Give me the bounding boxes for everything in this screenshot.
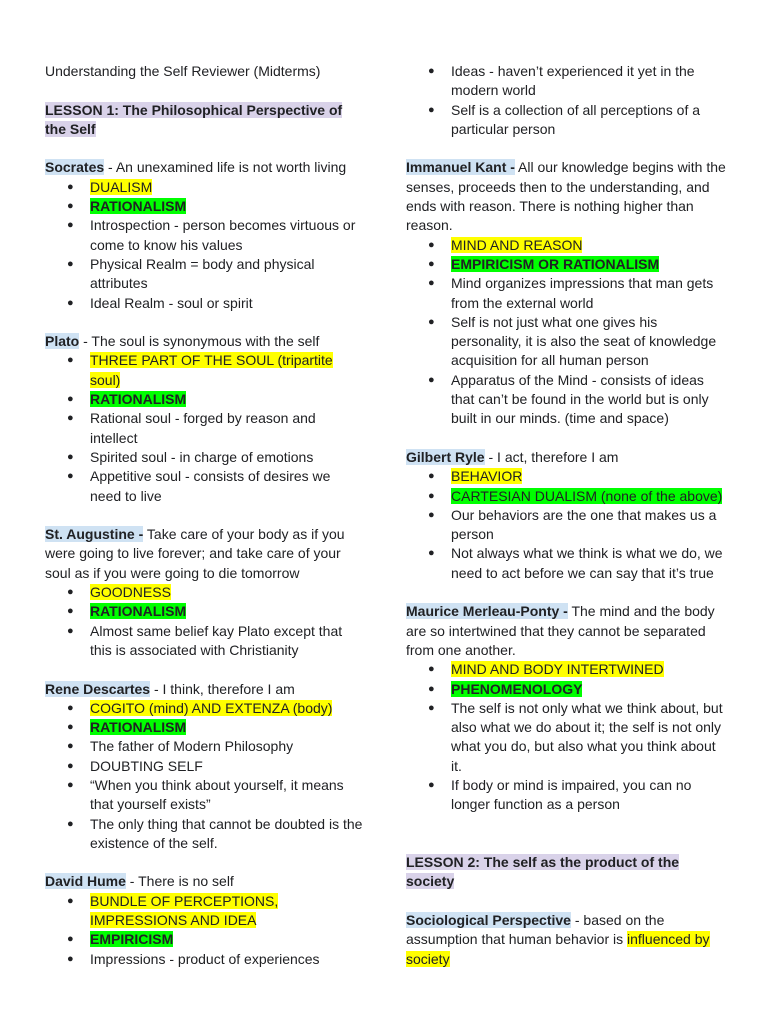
list-item: ● Ideas - haven’t experienced it yet in the modern world <box>451 62 728 101</box>
sociological-perspective: Sociological Perspective - based on the assumption that human behavior is influenced by society <box>406 912 710 967</box>
list-item: ● THREE PART OF THE SOUL (tripartite soul) <box>90 351 363 390</box>
document-title: Understanding the Self Reviewer (Midterms) <box>45 63 321 79</box>
list-item: ● CARTESIAN DUALISM (none of the above) <box>451 487 728 506</box>
hume-list-continued <box>406 62 728 139</box>
merleau-ponty-name: Maurice Merleau-Ponty - <box>406 603 568 620</box>
kant-intro: Immanuel Kant - All our knowledge begins with the senses, proceeds then to the understanding, and ends with reason. There is nothing higher than reason. <box>406 159 726 234</box>
list-item: ● Rational soul - forged by reason and intellect <box>90 409 363 448</box>
list-item: ● PHENOMENOLOGY <box>451 680 728 699</box>
hume-name: David Hume <box>45 873 126 890</box>
plato-list <box>45 351 363 505</box>
list-item: ● COGITO (mind) AND EXTENZA (body) <box>90 699 363 718</box>
list-item: ● Apparatus of the Mind - consists of ideas that can’t be found in the world but is only built in our minds. (time and space) <box>451 371 728 429</box>
list-item: ● Physical Realm = body and physical attributes <box>90 255 363 294</box>
merleau-ponty-list <box>406 660 728 814</box>
list-item: ● The father of Modern Philosophy <box>90 737 363 756</box>
hume-intro: David Hume - There is no self <box>45 873 234 890</box>
lesson-2-heading: LESSON 2: The self as the product of the society <box>406 854 680 890</box>
ryle-intro: Gilbert Ryle - I act, therefore I am <box>406 448 619 465</box>
list-item: ● GOODNESS <box>90 583 363 602</box>
ryle-list <box>406 467 728 583</box>
right-column <box>406 62 728 969</box>
socrates-name: Socrates <box>45 159 105 176</box>
list-item: ● Not always what we think is what we do, we need to act before we can say that it’s true <box>451 544 728 583</box>
plato-name: Plato <box>45 333 80 350</box>
list-item: ● RATIONALISM <box>90 390 363 409</box>
list-item: ● “When you think about yourself, it means that yourself exists” <box>90 776 363 815</box>
list-item: ● Appetitive soul - consists of desires we need to live <box>90 467 363 506</box>
list-item: ● Introspection - person becomes virtuous or come to know his values <box>90 216 363 255</box>
list-item: ● MIND AND BODY INTERTWINED <box>451 660 728 679</box>
list-item: ● EMPIRICISM OR RATIONALISM <box>451 255 728 274</box>
plato-intro: Plato - The soul is synonymous with the self <box>45 333 320 350</box>
descartes-list <box>45 699 363 853</box>
list-item: ● Our behaviors are the one that makes us a person <box>451 506 728 545</box>
socrates-intro: Socrates - An unexamined life is not worth living <box>45 159 347 176</box>
hume-list <box>45 892 363 969</box>
list-item: ● RATIONALISM <box>90 718 363 737</box>
socrates-list <box>45 178 363 313</box>
list-item: ● EMPIRICISM <box>90 930 363 949</box>
list-item: ● Self is not just what one gives his personality, it is also the seat of knowledge acquisition for all human person <box>451 313 728 371</box>
list-item: ● BEHAVIOR <box>451 467 728 486</box>
kant-list <box>406 236 728 429</box>
lesson-1-heading: LESSON 1: The Philosophical Perspective of the Self <box>45 101 343 137</box>
augustine-intro: St. Augustine - Take care of your body as if you were going to live forever; and take care of your soul as if you were going to die tomorrow <box>45 526 345 581</box>
descartes-name: Rene Descartes <box>45 680 151 697</box>
list-item: ● Self is a collection of all perceptions of a particular person <box>451 101 728 140</box>
left-column <box>45 62 363 969</box>
list-item: ● DUALISM <box>90 178 363 197</box>
kant-name: Immanuel Kant - <box>406 159 515 176</box>
list-item: ● Almost same belief kay Plato except that this is associated with Christianity <box>90 622 363 661</box>
list-item: ● BUNDLE OF PERCEPTIONS, IMPRESSIONS AND IDEA <box>90 892 363 931</box>
descartes-intro: Rene Descartes - I think, therefore I am <box>45 680 295 697</box>
list-item: ● If body or mind is impaired, you can no longer function as a person <box>451 776 728 815</box>
list-item: ● Impressions - product of experiences <box>90 950 363 969</box>
list-item: ● The only thing that cannot be doubted is the existence of the self. <box>90 815 363 854</box>
merleau-ponty-intro: Maurice Merleau-Ponty - The mind and the body are so intertwined that they cannot be separated from one another. <box>406 603 715 658</box>
list-item: ● The self is not only what we think about, but also what we do about it; the self is not only what you do, but also what you think about it. <box>451 699 728 776</box>
augustine-name: St. Augustine - <box>45 526 144 543</box>
augustine-list <box>45 583 363 660</box>
list-item: ● MIND AND REASON <box>451 236 728 255</box>
list-item: ● DOUBTING SELF <box>90 757 363 776</box>
list-item: ● RATIONALISM <box>90 197 363 216</box>
list-item: ● Spirited soul - in charge of emotions <box>90 448 363 467</box>
sociological-name: Sociological Perspective <box>406 912 571 929</box>
list-item: ● Mind organizes impressions that man gets from the external world <box>451 274 728 313</box>
ryle-name: Gilbert Ryle <box>406 448 485 465</box>
list-item: ● Ideal Realm - soul or spirit <box>90 294 363 313</box>
list-item: ● RATIONALISM <box>90 602 363 621</box>
